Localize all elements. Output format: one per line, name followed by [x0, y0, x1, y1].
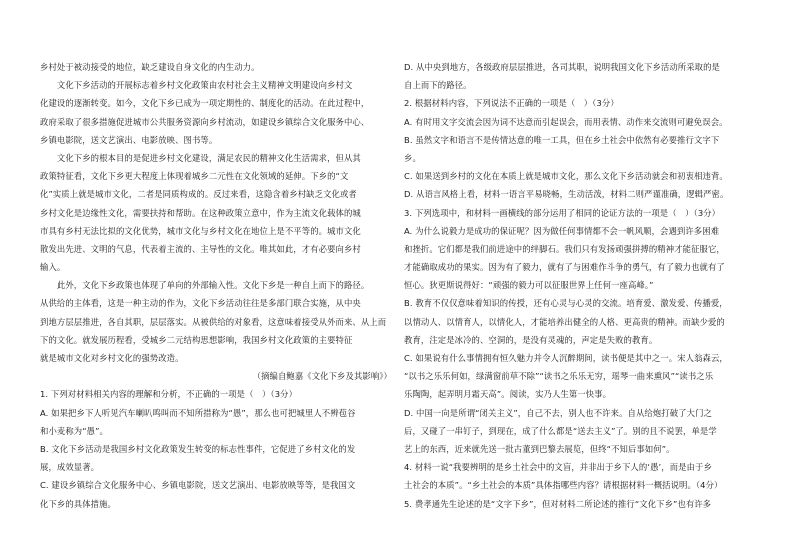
- right-line: A. 为什么说毅力是成功的保证呢？因为做任何事情都不会一帆风顺，会遇到许多困难: [404, 225, 720, 236]
- left-line: C. 建设乡镇综合文化服务中心、乡镇电影院，送文艺演出、电影放映等等，是我国文: [40, 480, 356, 491]
- left-line: 此外，文化下乡政策也体现了单向的外部输入性。文化下乡是一种自上而下的路径。: [40, 280, 370, 291]
- right-column: [404, 58, 764, 513]
- left-line: 市具有乡村无法比拟的文化优势，城市文化与乡村文化在地位上是不平等的。城市文化: [40, 225, 361, 236]
- right-line: 后，又碰了一串钉子，到现在，成了什么都是“送去主义”了。别的且不说罢，单是学: [404, 425, 717, 436]
- left-line: 到地方层层推进，各自其职，层层落实。从被供给的对象看，这意味着接受从外而来、从上而: [40, 316, 387, 327]
- right-line: A. 有时用文字交流会因为词不达意而引起误会，而用表情、动作来交流则可避免误会。: [404, 116, 728, 127]
- left-line: 乡村处于被动接受的地位，缺乏建设自身文化的内生动力。: [40, 62, 260, 72]
- right-line: D. 从语言风格上看，材料一语言平易晓畅，生动活泼，材料二则严谨准确，逻辑严密。: [404, 189, 729, 200]
- right-line: C. 如果说有什么事情拥有恒久魅力并令人沉醉期间，读书便是其中之一。宋人翁森云，: [404, 353, 728, 363]
- left-line: 散发出先进、文明的气息，代表着主流的、主导性的文化。唯其如此，才有必要向乡村: [40, 243, 361, 254]
- right-line: 乐陶陶，起弄明月霜天高”。阅读，实乃人生第一快事。: [404, 389, 612, 400]
- left-line: 就是城市文化对乡村文化的强势改造。: [40, 353, 184, 363]
- left-line: 化”实质上就是城市文化，二者是同质构成的。反过来看，这隐含着乡村缺乏文化或者: [40, 189, 357, 200]
- right-line: 2. 根据材料内容，下列说法不正确的一项是（ ）（3分）: [404, 98, 619, 109]
- right-line: 才能确取成功的果实。因为有了毅力，就有了与困难作斗争的勇气，有了毅力也就有了: [404, 262, 725, 273]
- right-line: 乡。: [404, 152, 421, 163]
- right-line: 土社会的本质”。“乡土社会的本质”具体指哪些内容？请根据材料一概括说明。（4分）: [404, 480, 723, 491]
- right-line: 教育，注定是冰冷的、空洞的，是没有灵魂的，声定是失败的教育。: [404, 334, 658, 345]
- right-line: “以书之乐乐何如，绿满窗前草不除”“读书之乐乐无穷，瑶琴一曲来熏风”“读书之乐: [404, 371, 714, 382]
- left-line: 文化下乡的根本目的是促进乡村文化建设，满足农民的精神文化生活需求，但从其: [40, 152, 361, 163]
- left-line: 展，成效显著。: [40, 462, 100, 473]
- right-line: B. 虽然文字和语言不是传情达意的唯一工具，但在乡土社会中依然有必要推行文字下: [404, 134, 720, 145]
- left-line: 从供给的主体看，这是一种主动的作为，文化下乡活动往往是多部门联合实施，从中央: [40, 298, 361, 309]
- right-line: 5. 费孝通先生论述的是“文字下乡”，但对材料二所论述的推行“文化下乡”也有许多: [404, 498, 712, 509]
- left-line: B. 文化下乡活动是我国乡村文化政策发生转变的标志性事件，它促进了乡村文化的发: [40, 443, 356, 454]
- left-line: 化下乡的具体措施。: [40, 498, 116, 509]
- right-line: C. 如果送到乡村的文化在本质上就是城市文化，那么文化下乡活动就会和初衷相违背。: [404, 171, 728, 182]
- left-line: 文化下乡活动的开展标志着乡村文化政策由农村社会主义精神文明建设向乡村文: [40, 80, 353, 91]
- right-line: 恒心。狄更斯说得好：“顽强的毅力可以征服世界上任何一座高峰。”: [404, 280, 654, 291]
- right-line: D. 中国一向是所谓“闭关主义”，自己不去，别人也不许来。自从给炮打破了大门之: [404, 407, 712, 418]
- right-line: D. 从中央到地方，各级政府层层推进，各司其职，说明我国文化下乡活动所采取的是: [404, 62, 721, 72]
- left-line: 输入。: [40, 262, 66, 273]
- right-line: 4. 材料一说“我要辨明的是乡土社会中的文盲，并非出于乡下人的‘愚’，而是由于乡: [404, 462, 712, 473]
- right-line: B. 教育不仅仅意味着知识的传授，还有心灵与心灵的交流。培育爱、激发爱、传播爱，: [404, 298, 728, 309]
- left-line: 和小麦称为“愚”。: [40, 425, 108, 436]
- left-line: 下的文化。就发展历程看，受城乡二元结构思想影响，我国乡村文化政策的主要特征: [40, 334, 353, 345]
- right-line: 以情动人、以情育人，以情化人，才能培养出健全的人格、更高贵的精神。而缺少爱的: [404, 316, 725, 327]
- left-line: 乡镇电影院，送文艺演出、电影放映、图书等。: [40, 134, 218, 145]
- right-line: 3. 下列选项中，和材料一画横线的部分运用了相同的论证方法的一项是（ ）（3分）: [404, 207, 721, 218]
- left-line: 政策特征看，文化下乡更大程度上体现着城乡二元性在文化领域的延伸。下乡的“文: [40, 171, 349, 182]
- right-line: 艺上的东西，近来就先送一批古董到巴黎去展览，但终“不知后事如何”。: [404, 443, 675, 454]
- left-line: 化建设的逐渐转变。如今，文化下乡已成为一项定期性的、制度化的活动。在此过程中，: [40, 98, 370, 109]
- left-line: A. 如果把乡下人听见汽车喇叭鸣叫而不知所措称为“愚”，那么也可把城里人不辨苞谷: [40, 407, 356, 418]
- left-line: 乡村文化是边缘性文化，需要扶持和帮助。在这种政策立意中，作为主流文化载体的城: [40, 207, 361, 218]
- left-line: 政府采取了很多措施促进城市公共服务资源向乡村流动，如建设乡镇综合文化服务中心、: [40, 116, 370, 127]
- left-column: [40, 58, 400, 513]
- right-line: 和挫折。它们都是我们前进途中的绊脚石。我们只有发扬顽强拼搏的精神才能征服它，: [404, 243, 725, 254]
- source-citation: （摘编自鲍嘉《文化下乡及其影响》）: [252, 371, 392, 382]
- right-line: 自上而下的路径。: [404, 80, 472, 91]
- left-line: 1. 下列对材料相关内容的理解和分析，不正确的一项是（ ）（3分）: [40, 389, 298, 400]
